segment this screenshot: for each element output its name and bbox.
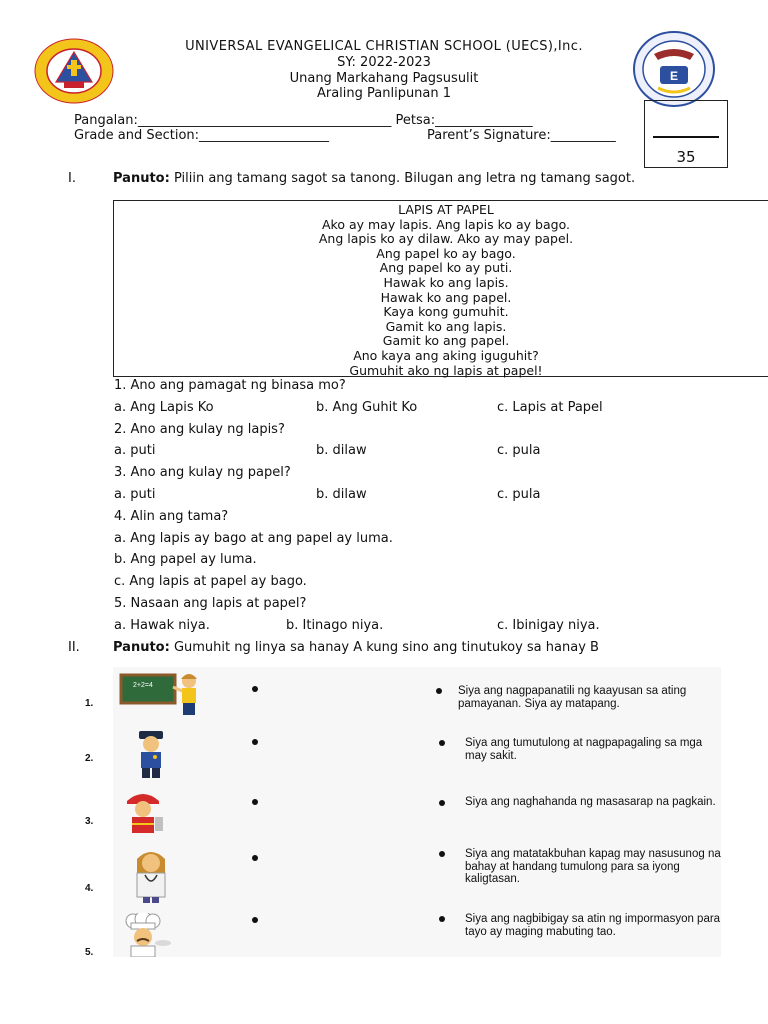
match-description: Siya ang naghahanda ng masasarap na pagkain. — [465, 796, 716, 808]
q3-choice-b[interactable]: b. dilaw — [316, 487, 367, 502]
parent-signature-field[interactable]: Parent’s Signature:__________ — [427, 128, 616, 143]
q3-choice-c[interactable]: c. pula — [497, 487, 541, 502]
q5-choice-b[interactable]: b. Itinago niya. — [286, 618, 384, 633]
story-line: Gamit ko ang lapis. — [385, 318, 507, 334]
match-dot-b[interactable] — [439, 851, 445, 857]
match-dot-b[interactable] — [439, 800, 445, 806]
match-dot-a[interactable] — [252, 686, 258, 692]
part2-text — [113, 640, 599, 656]
q1-choice-b[interactable]: b. Ang Guhit Ko — [316, 400, 418, 415]
q4-choice-c[interactable]: c. Ang lapis at papel ay bago. — [114, 574, 307, 589]
teacher-picture — [119, 671, 209, 719]
firefighter-picture — [119, 787, 167, 835]
match-dot-b[interactable] — [439, 740, 445, 746]
story-title: LAPIS AT PAPEL — [398, 202, 494, 217]
match-dot-a[interactable] — [252, 855, 258, 861]
doctor-picture — [125, 847, 177, 903]
chef-picture — [115, 913, 171, 957]
match-number: 4. — [85, 883, 94, 894]
svg-text:E: E — [669, 69, 679, 83]
story-line: Gamit ko ang papel. — [382, 333, 510, 349]
match-dot-a[interactable] — [252, 917, 258, 923]
question-2: 2. Ano ang kulay ng lapis? — [114, 422, 285, 437]
story-line: Ano kaya ang aking iguguhit? — [353, 347, 539, 363]
grade-section-field[interactable]: Grade and Section:____________________ — [74, 128, 330, 143]
q4-choice-b[interactable]: b. Ang papel ay luma. — [114, 552, 257, 567]
match-dot-b[interactable] — [439, 916, 445, 922]
part2-label: Panuto: — [113, 640, 170, 655]
score-blank — [653, 136, 719, 138]
story-line: Hawak ko ang lapis. — [383, 274, 509, 290]
match-description: Siya ang matatakbuhan kapag may nasusunog na bahay at handang tumulong para sa iyong kaligtasan. — [465, 848, 721, 885]
story-box — [113, 200, 768, 377]
story-line: Hawak ko ang papel. — [380, 289, 512, 305]
q1-choice-a[interactable]: a. Ang Lapis Ko — [114, 400, 214, 415]
story-line: Kaya kong gumuhit. — [383, 304, 509, 320]
matching-section — [85, 667, 721, 958]
story-line: Ang papel ko ay puti. — [379, 260, 513, 276]
part1-instruction-text: Piliin ang tamang sagot sa tanong. Bilugan ang letra ng tamang sagot. — [169, 171, 636, 186]
match-description: Siya ang nagbibigay sa atin ng impormasyon para tayo ay maging mabuting tao. — [465, 913, 721, 938]
q2-choice-b[interactable]: b. dilaw — [316, 443, 367, 458]
story-line: Ang lapis ko ay dilaw. Ako ay may papel. — [318, 231, 574, 247]
part2-instruction — [0, 640, 768, 656]
q2-choice-c[interactable]: c. pula — [497, 443, 541, 458]
q2-choice-a[interactable]: a. puti — [114, 443, 156, 458]
part2-number: II. — [68, 640, 80, 655]
q4-choice-a[interactable]: a. Ang lapis ay bago at ang papel ay luma. — [114, 531, 393, 546]
story-line: Ako ay may lapis. Ang lapis ko ay bago. — [322, 216, 570, 232]
school-year: SY: 2022-2023 — [337, 55, 431, 70]
match-description: Siya ang nagpapanatili ng kaayusan sa ating pamayanan. Siya ay matapang. — [458, 685, 687, 710]
q1-choice-c[interactable]: c. Lapis at Papel — [497, 400, 603, 415]
q5-choice-a[interactable]: a. Hawak niya. — [114, 618, 210, 633]
match-number: 2. — [85, 753, 94, 764]
question-1: 1. Ano ang pamagat ng binasa mo? — [114, 378, 346, 393]
match-dot-a[interactable] — [252, 739, 258, 745]
subject-title: Araling Panlipunan 1 — [316, 86, 452, 101]
match-dot-b[interactable] — [436, 688, 442, 694]
part1-number: I. — [68, 171, 76, 186]
school-name: UNIVERSAL EVANGELICAL CHRISTIAN SCHOOL (UECS),Inc. — [185, 39, 583, 54]
q5-choice-c[interactable]: c. Ibinigay niya. — [497, 618, 600, 633]
chalkboard-text: 2+2=4 — [133, 682, 153, 689]
part1-instruction — [0, 171, 768, 187]
police-picture — [131, 729, 171, 779]
part2-instruction-text: Gumuhit ng linya sa hanay A kung sino ang tinutukoy sa hanay B — [169, 640, 599, 655]
story-line: Gumuhit ako ng lapis at papel! — [349, 362, 543, 378]
match-number: 1. — [85, 698, 94, 709]
score-box[interactable] — [644, 100, 728, 168]
match-dot-a[interactable] — [252, 799, 258, 805]
q3-choice-a[interactable]: a. puti — [114, 487, 156, 502]
name-date-field[interactable]: Pangalan:_______________________________________ Petsa:_______________ — [74, 113, 533, 128]
story-line: Ang papel ko ay bago. — [376, 245, 516, 261]
question-3: 3. Ano ang kulay ng papel? — [114, 465, 291, 480]
match-description: Siya ang tumutulong at nagpapagaling sa mga may sakit. — [465, 737, 703, 762]
exam-title: Unang Markahang Pagsusulit — [289, 71, 479, 86]
part1-text — [113, 171, 635, 187]
part1-label: Panuto: — [113, 171, 170, 186]
question-5: 5. Nasaan ang lapis at papel? — [114, 596, 307, 611]
match-number: 5. — [85, 947, 94, 958]
question-4: 4. Alin ang tama? — [114, 509, 229, 524]
score-total: 35 — [676, 148, 696, 166]
match-number: 3. — [85, 816, 94, 827]
